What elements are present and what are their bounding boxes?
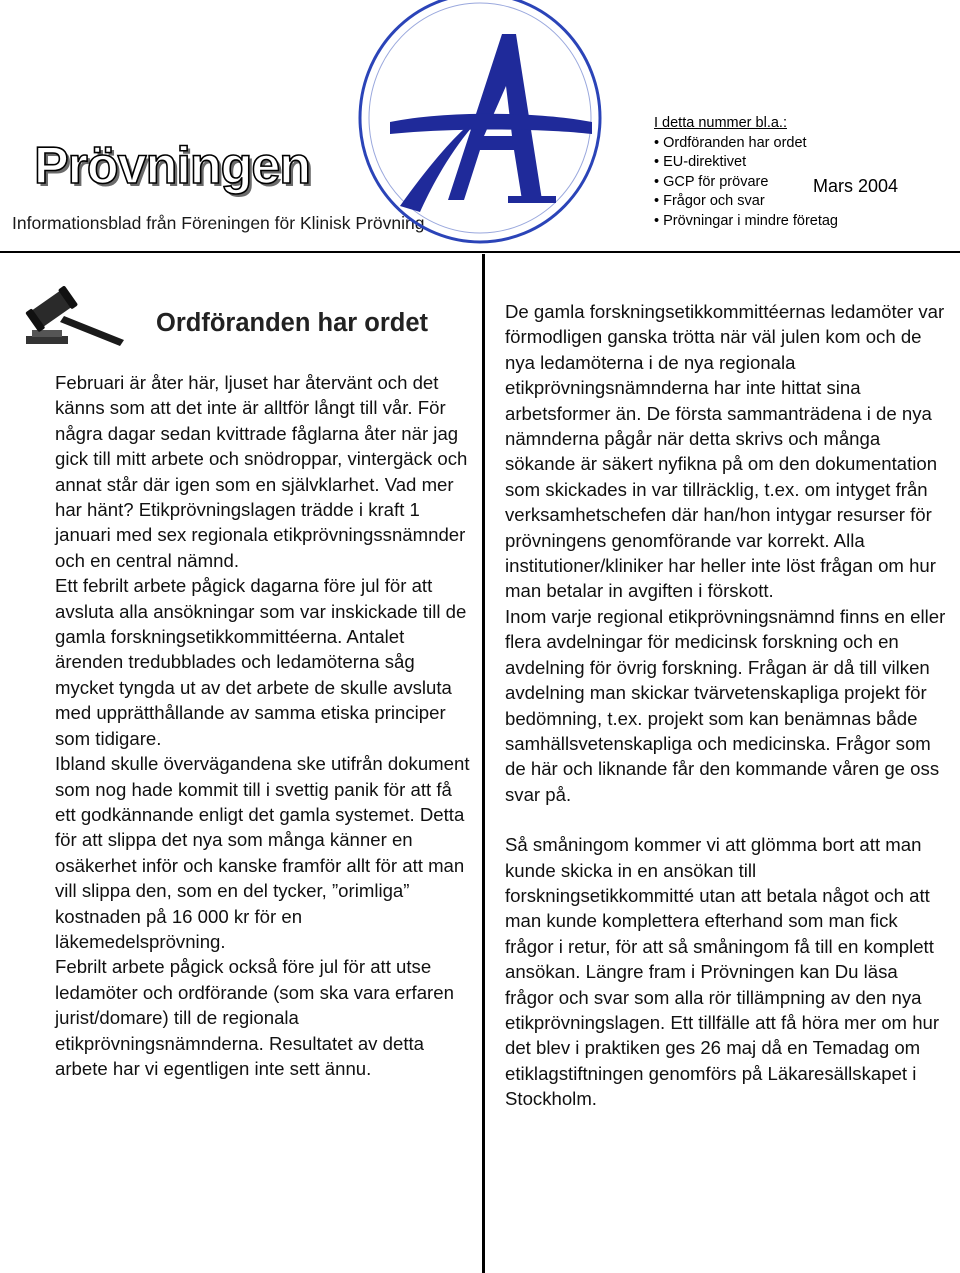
toc-item: • Ordföranden har ordet xyxy=(654,134,838,154)
article-title: Ordföranden har ordet xyxy=(156,309,429,337)
article-right-column xyxy=(505,299,950,1112)
header-divider xyxy=(0,251,960,253)
article-paragraph: Ibland skulle övervägandena ske utifrån dokument som nog hade kommit till i svettig panik för att få ett godkännande enligt det gamla systemet. Detta för att slippa det nya som många känner en osäkerhet inför och kanske framför allt för att man vill slippa den, som en del tycker, ”orimliga” kostnaden på 16 000 kr för en läkemedelsprövning. xyxy=(55,753,470,952)
gavel-icon xyxy=(20,286,132,348)
paragraph-spacer xyxy=(505,807,950,832)
masthead-title: Prövningen xyxy=(34,137,311,195)
issue-date: Mars 2004 xyxy=(813,176,899,196)
masthead-subtitle: Informationsblad från Föreningen för Klinisk Prövning xyxy=(12,213,425,233)
article-paragraph: Inom varje regional etikprövningsnämnd finns en eller flera avdelningar för medicinsk forskning och en avdelning för övrig forskning. Frågan är då till vilken avdelning man skickar tvärvetenskapliga projekt för bedömning, t.ex. projekt som kan benämnas både samhällsvetenskapliga och medicinska. Frågor som de här och liknande får den kommande våren ge oss svar på. xyxy=(505,605,946,805)
article-left-column xyxy=(55,370,473,1081)
article-paragraph: Februari är åter här, ljuset har återvänt och det känns som att det inte är alltför långt till vår. För några dagar sedan kvittrade fåglarna åter när jag gick till mitt arbete och snödroppar, vintergäck och annat står där igen som en självklarhet. Vad mer har hänt? Etikprövningslagen trädde i kraft 1 januari med sex regionala etikprövningssnämnder och en central nämnd. xyxy=(55,372,468,571)
toc-item: • Prövningar i mindre företag xyxy=(654,212,838,232)
toc-heading: I detta nummer bl.a.: xyxy=(654,115,787,131)
table-of-contents xyxy=(654,114,838,231)
article-paragraph: De gamla forskningsetikkommittéernas ledamöter var förmodligen ganska trötta när väl julen kom och de nya ledamöterna i de nya regionala etikprövningsnämnderna har inte hittat sina arbetsformer än. De första sammanträdena i de nya nämnderna pågår när detta skrivs och många sökande är säkert nyfikna på om den dokumentation som skickades in var tillräcklig, t.ex. om intyget från verksamhetschefen där han/hon intygar resurser för prövningens genomförande var korrekt. Alla institutioner/kliniker har heller inte löst frågan om hur man betalar in avgiften i förskott. xyxy=(505,301,945,602)
toc-item: • Frågor och svar xyxy=(654,192,838,212)
article-paragraph: Så småningom kommer vi att glömma bort att man kunde skicka in en ansökan till forskningsetikkommitté utan att betala något och att man kunde komplettera efterhand som man fick frågor i retur, för att så småningom få till en komplett ansökan. Längre fram i Prövningen kan Du läsa frågor och svar som alla rör tillämpning av den nya etikprövningslagen. Ett tillfälle att få höra mer om hur det blev i praktiken ges 26 maj då en Temadag om etiklagstiftningen genomförs på Läkaresällskapet i Stockholm. xyxy=(505,834,940,1110)
toc-item: • EU-direktivet xyxy=(654,153,838,173)
association-logo xyxy=(330,0,630,245)
column-divider xyxy=(482,254,485,1273)
article-paragraph: Ett febrilt arbete pågick dagarna före jul för att avsluta alla ansökningar som var inskickade till de gamla forskningsetikkommittéerna. Antalet ärenden tredubblades och ledamöterna såg mycket tyngda ut av det arbete de skulle avsluta med upprätthållande av samma etiska principer som tidigare. xyxy=(55,575,467,749)
article-paragraph: Febrilt arbete pågick också före jul för att utse ledamöter och ordförande (som ska vara erfaren jurist/domare) till de regionala etikprövningsnämnderna. Resultatet av detta arbete har vi egentligen inte sett ännu. xyxy=(55,956,454,1079)
toc-list xyxy=(654,134,838,232)
toc-item: • GCP för prövare xyxy=(654,173,838,193)
